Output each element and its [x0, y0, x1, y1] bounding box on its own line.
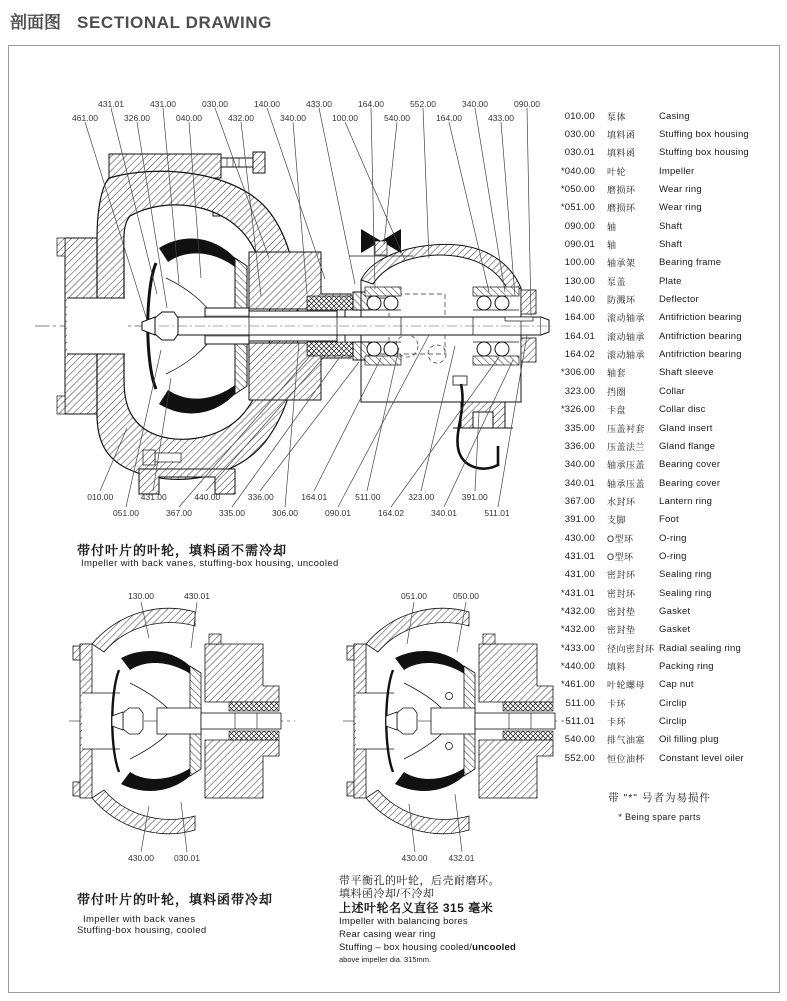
- part-number: 340.01: [564, 477, 595, 489]
- part-name-en: Bearing frame: [659, 257, 722, 269]
- part-name-en: Circlip: [659, 716, 687, 728]
- part-name-cn: 轴: [607, 221, 617, 232]
- part-name-cn: 水封环: [607, 496, 636, 507]
- part-name-cn: O型环: [607, 533, 634, 544]
- part-name-cn: 压盖法兰: [607, 441, 646, 452]
- left-caption-en2: Stuffing-box housing, cooled: [77, 925, 207, 936]
- part-callout: 431.00: [140, 492, 167, 502]
- right-caption-cn1: 带平衡孔的叶轮，后壳耐磨环。: [339, 875, 500, 887]
- balancing-bore: [446, 743, 453, 750]
- part-name-cn: 轴承压盖: [607, 478, 646, 489]
- part-number: 030.00: [564, 129, 595, 141]
- part-callout: 391.00: [461, 492, 488, 502]
- part-number: *461.00: [560, 679, 595, 691]
- part-callout: 440.00: [194, 492, 221, 502]
- part-name-en: Radial sealing ring: [659, 642, 741, 654]
- part-callout: 040.00: [176, 113, 202, 123]
- part-number: 100.00: [564, 257, 595, 269]
- parts-list-row: [539, 144, 749, 162]
- part-number: 340.00: [564, 459, 595, 471]
- parts-list-row: [539, 547, 749, 565]
- part-name-en: Constant level oiler: [659, 752, 744, 764]
- part-name-cn: 填料: [607, 661, 627, 672]
- part-name-cn: 卡盘: [607, 405, 627, 416]
- shaft: [159, 317, 551, 335]
- parts-list-row: [539, 731, 749, 749]
- part-callout: 030.01: [174, 853, 200, 863]
- parts-list-row: [539, 309, 749, 327]
- part-name-en: Cap nut: [659, 679, 694, 691]
- main-callouts-bottom-row2: [100, 508, 524, 518]
- part-name-cn: 密封垫: [607, 625, 636, 636]
- part-number: 323.00: [564, 385, 595, 397]
- part-name-cn: 密封环: [607, 588, 636, 599]
- part-name-en: Collar disc: [659, 404, 706, 416]
- part-number: 164.00: [564, 312, 595, 324]
- parts-list-row: [539, 272, 749, 290]
- part-callout: 433.00: [488, 113, 514, 123]
- part-number: *432.00: [560, 605, 595, 617]
- part-name-cn: 泵盖: [607, 276, 627, 287]
- part-callout: 511.01: [484, 508, 510, 518]
- right-caption-en1: Impeller with balancing bores: [339, 916, 468, 927]
- part-number: 367.00: [564, 495, 595, 507]
- part-callout: 090.00: [514, 99, 540, 109]
- left-callouts-bottom: [118, 853, 210, 863]
- part-number: 090.00: [564, 220, 595, 232]
- part-callout: 430.00: [401, 853, 428, 863]
- part-callout: 431.01: [98, 99, 124, 109]
- part-name-cn: 卡环: [607, 698, 627, 709]
- part-name-en: Gasket: [659, 605, 691, 617]
- part-name-en: Gasket: [659, 624, 691, 636]
- part-name-en: Sealing ring: [659, 569, 712, 581]
- part-name-en: Foot: [659, 514, 679, 526]
- part-name-cn: 排气油塞: [607, 735, 646, 746]
- left-caption-cn: 带付叶片的叶轮，填料函带冷却: [77, 892, 274, 907]
- right-callouts-bottom: [391, 853, 485, 863]
- drawing-frame: [8, 45, 780, 993]
- parts-list-row: [539, 125, 749, 143]
- part-number: 431.00: [564, 569, 595, 581]
- part-number: *051.00: [560, 202, 595, 214]
- part-name-en: Bearing cover: [659, 459, 721, 471]
- part-callout: 340.00: [462, 99, 488, 109]
- part-callout: 051.00: [113, 508, 139, 518]
- parts-list-row: [539, 639, 749, 657]
- parts-list-row: [539, 511, 749, 529]
- parts-list-row: [539, 437, 749, 455]
- part-number: 336.00: [564, 440, 595, 452]
- part-callout: 051.00: [401, 591, 427, 601]
- part-name-cn: 叶轮: [607, 166, 627, 177]
- left-pump-drawing: [69, 608, 295, 833]
- parts-list-row: [539, 254, 749, 272]
- part-name-cn: 滚动轴承: [607, 313, 646, 324]
- part-name-en: Impeller: [659, 165, 695, 177]
- part-name-en: Shaft sleeve: [659, 367, 714, 379]
- part-number: 431.01: [564, 550, 595, 562]
- part-number: *431.01: [560, 587, 595, 599]
- part-number: 430.00: [564, 532, 595, 544]
- parts-list-row: [539, 621, 749, 639]
- part-name-cn: 滚动轴承: [607, 331, 646, 342]
- part-callout: 306.00: [272, 508, 298, 518]
- part-name-cn: 叶轮螺母: [607, 680, 646, 691]
- parts-list-row: [539, 419, 749, 437]
- part-callout: 340.00: [280, 113, 306, 123]
- part-callout: 100.00: [332, 113, 358, 123]
- right-caption-en3a: Stuffing – box housing cooled/: [339, 942, 473, 953]
- parts-list-row: [539, 364, 749, 382]
- parts-list-row: [539, 694, 749, 712]
- parts-list-row: [539, 712, 749, 730]
- part-callout: 432.01: [448, 853, 475, 863]
- balancing-bore: [446, 693, 453, 700]
- right-callouts-top: [388, 591, 492, 601]
- right-caption-en2: Rear casing wear ring: [339, 929, 436, 940]
- part-name-cn: 磨损环: [607, 185, 636, 196]
- part-callout: 340.01: [431, 508, 457, 518]
- part-callout: 432.00: [228, 113, 254, 123]
- part-name-en: Antifriction bearing: [659, 312, 742, 324]
- part-callout: 050.00: [453, 591, 479, 601]
- part-name-cn: 径向密封环: [607, 643, 655, 654]
- parts-list-row: [539, 107, 749, 125]
- parts-list-row: [539, 529, 749, 547]
- part-name-en: Circlip: [659, 697, 687, 709]
- spare-parts-note-en: * Being spare parts: [618, 812, 701, 822]
- part-number: 164.02: [564, 349, 595, 361]
- page-title: [10, 8, 272, 33]
- part-name-en: Lantern ring: [659, 495, 713, 507]
- part-number: *432.00: [560, 624, 595, 636]
- part-name-cn: O型环: [607, 551, 634, 562]
- part-name-cn: 滚动轴承: [607, 350, 646, 361]
- part-name-cn: 轴套: [607, 368, 627, 379]
- parts-list: [539, 107, 749, 767]
- part-number: 140.00: [564, 294, 595, 306]
- part-callout: 367.00: [166, 508, 192, 518]
- part-name-en: Shaft: [659, 239, 683, 251]
- part-number: *326.00: [560, 404, 595, 416]
- part-name-cn: 填料函: [607, 130, 636, 141]
- part-name-cn: 密封环: [607, 570, 636, 581]
- main-callouts-top-row2: [59, 113, 527, 123]
- part-name-en: Wear ring: [659, 184, 702, 196]
- parts-list-row: [539, 345, 749, 363]
- part-callout: 010.00: [87, 492, 114, 502]
- part-number: *433.00: [560, 642, 595, 654]
- part-name-en: Stuffing box housing: [659, 129, 749, 141]
- part-name-cn: 泵体: [607, 111, 627, 122]
- part-name-en: Packing ring: [659, 660, 714, 672]
- part-name-en: O-ring: [659, 532, 687, 544]
- part-number: 335.00: [564, 422, 595, 434]
- main-pump-drawing: [35, 152, 551, 494]
- right-caption-en3b: uncooled: [472, 942, 516, 953]
- parts-list-row: [539, 327, 749, 345]
- part-callout: 461.00: [72, 113, 98, 123]
- part-number: 511.01: [565, 716, 595, 728]
- part-name-en: O-ring: [659, 550, 687, 562]
- part-number: 010.00: [564, 110, 595, 122]
- left-callouts-top: [113, 591, 225, 601]
- parts-list-row: [539, 492, 749, 510]
- parts-list-row: [539, 584, 749, 602]
- parts-list-row: [539, 474, 749, 492]
- part-callout: 430.00: [128, 853, 154, 863]
- parts-list-row: [539, 749, 749, 767]
- part-name-en: Casing: [659, 110, 690, 122]
- parts-list-row: [539, 180, 749, 198]
- part-callout: 430.01: [184, 591, 210, 601]
- part-callout: 335.00: [219, 508, 245, 518]
- part-number: 391.00: [564, 514, 595, 526]
- part-name-cn: 填料函: [607, 148, 636, 159]
- spare-parts-note-cn: 带 "*" 号者为易损件: [608, 792, 711, 804]
- part-number: 030.01: [564, 147, 595, 159]
- part-callout: 030.00: [202, 99, 228, 109]
- part-name-en: Sealing ring: [659, 587, 712, 599]
- part-name-cn: 支脚: [607, 515, 627, 526]
- right-caption: [339, 875, 516, 965]
- parts-list-row: [539, 290, 749, 308]
- part-number: *040.00: [560, 165, 595, 177]
- part-number: 540.00: [564, 734, 595, 746]
- part-name-cn: 磨损环: [607, 203, 636, 214]
- parts-list-row: [539, 382, 749, 400]
- part-callout: 511.00: [355, 492, 381, 502]
- part-name-cn: 压盖衬套: [607, 423, 646, 434]
- part-name-cn: 轴承压盖: [607, 460, 646, 471]
- part-callout: 540.00: [384, 113, 410, 123]
- part-name-en: Bearing cover: [659, 477, 721, 489]
- parts-list-row: [539, 676, 749, 694]
- spare-parts-note: [557, 790, 762, 822]
- part-name-en: Plate: [659, 275, 682, 287]
- parts-list-row: [539, 217, 749, 235]
- right-caption-cn3: 上述叶轮名义直径 315 毫米: [339, 901, 494, 915]
- part-number: 552.00: [564, 752, 595, 764]
- part-number: 130.00: [564, 275, 595, 287]
- page-title-en: SECTIONAL DRAWING: [77, 13, 273, 32]
- part-callout: 164.00: [436, 113, 462, 123]
- right-caption-en4: above impeller dia. 315mm.: [339, 955, 432, 964]
- parts-list-row: [539, 566, 749, 584]
- main-callouts-bottom-row1: [74, 492, 502, 502]
- main-caption-en: Impeller with back vanes, stuffing-box housing, uncooled: [81, 558, 339, 569]
- main-callouts-top-row1: [85, 99, 553, 109]
- part-name-en: Shaft: [659, 220, 683, 232]
- part-name-cn: 恒位油杯: [607, 753, 646, 764]
- parts-list-row: [539, 602, 749, 620]
- part-name-cn: 轴: [607, 240, 617, 251]
- part-number: *306.00: [560, 367, 595, 379]
- part-number: *050.00: [560, 184, 595, 196]
- part-name-en: Antifriction bearing: [659, 349, 742, 361]
- parts-list-row: [539, 401, 749, 419]
- part-callout: 164.00: [358, 99, 384, 109]
- part-name-cn: 防溅环: [607, 295, 636, 306]
- parts-list-row: [539, 162, 749, 180]
- part-callout: 090.01: [325, 508, 351, 518]
- part-callout: 164.01: [301, 492, 328, 502]
- page-title-cn: 剖面图: [10, 13, 61, 32]
- part-number: 090.01: [564, 239, 595, 251]
- left-caption-en1: Impeller with back vanes: [83, 914, 196, 925]
- part-name-en: Antifriction bearing: [659, 330, 742, 342]
- right-caption-cn2: 填料函冷却/不冷却: [339, 888, 435, 900]
- part-callout: 336.00: [247, 492, 274, 502]
- part-name-cn: 密封垫: [607, 606, 636, 617]
- parts-list-row: [539, 456, 749, 474]
- part-callout: 431.00: [150, 99, 176, 109]
- part-name-en: Stuffing box housing: [659, 147, 749, 159]
- part-callout: 323.00: [408, 492, 435, 502]
- part-name-en: Gland flange: [659, 440, 716, 452]
- part-callout: 433.00: [306, 99, 332, 109]
- parts-list-row: [539, 657, 749, 675]
- part-callout: 164.02: [378, 508, 404, 518]
- part-name-en: Wear ring: [659, 202, 702, 214]
- part-name-en: Collar: [659, 385, 686, 397]
- part-callout: 130.00: [128, 591, 154, 601]
- parts-list-row: [539, 199, 749, 217]
- part-callout: 140.00: [254, 99, 280, 109]
- part-number: 164.01: [564, 330, 595, 342]
- part-name-cn: 卡环: [607, 717, 627, 728]
- part-number: *440.00: [560, 660, 595, 672]
- part-name-cn: 轴承架: [607, 258, 636, 269]
- part-name-en: Gland insert: [659, 422, 713, 434]
- parts-list-row: [539, 235, 749, 253]
- part-callout: 552.00: [410, 99, 436, 109]
- right-caption-en3: [339, 941, 516, 954]
- part-name-cn: 挡圈: [607, 386, 627, 397]
- part-name-en: Oil filling plug: [659, 734, 719, 746]
- part-name-en: Deflector: [659, 294, 699, 306]
- part-callout: 326.00: [124, 113, 150, 123]
- part-number: 511.00: [565, 697, 595, 709]
- main-caption-cn: 带付叶片的叶轮，填料函不需冷却: [77, 543, 288, 558]
